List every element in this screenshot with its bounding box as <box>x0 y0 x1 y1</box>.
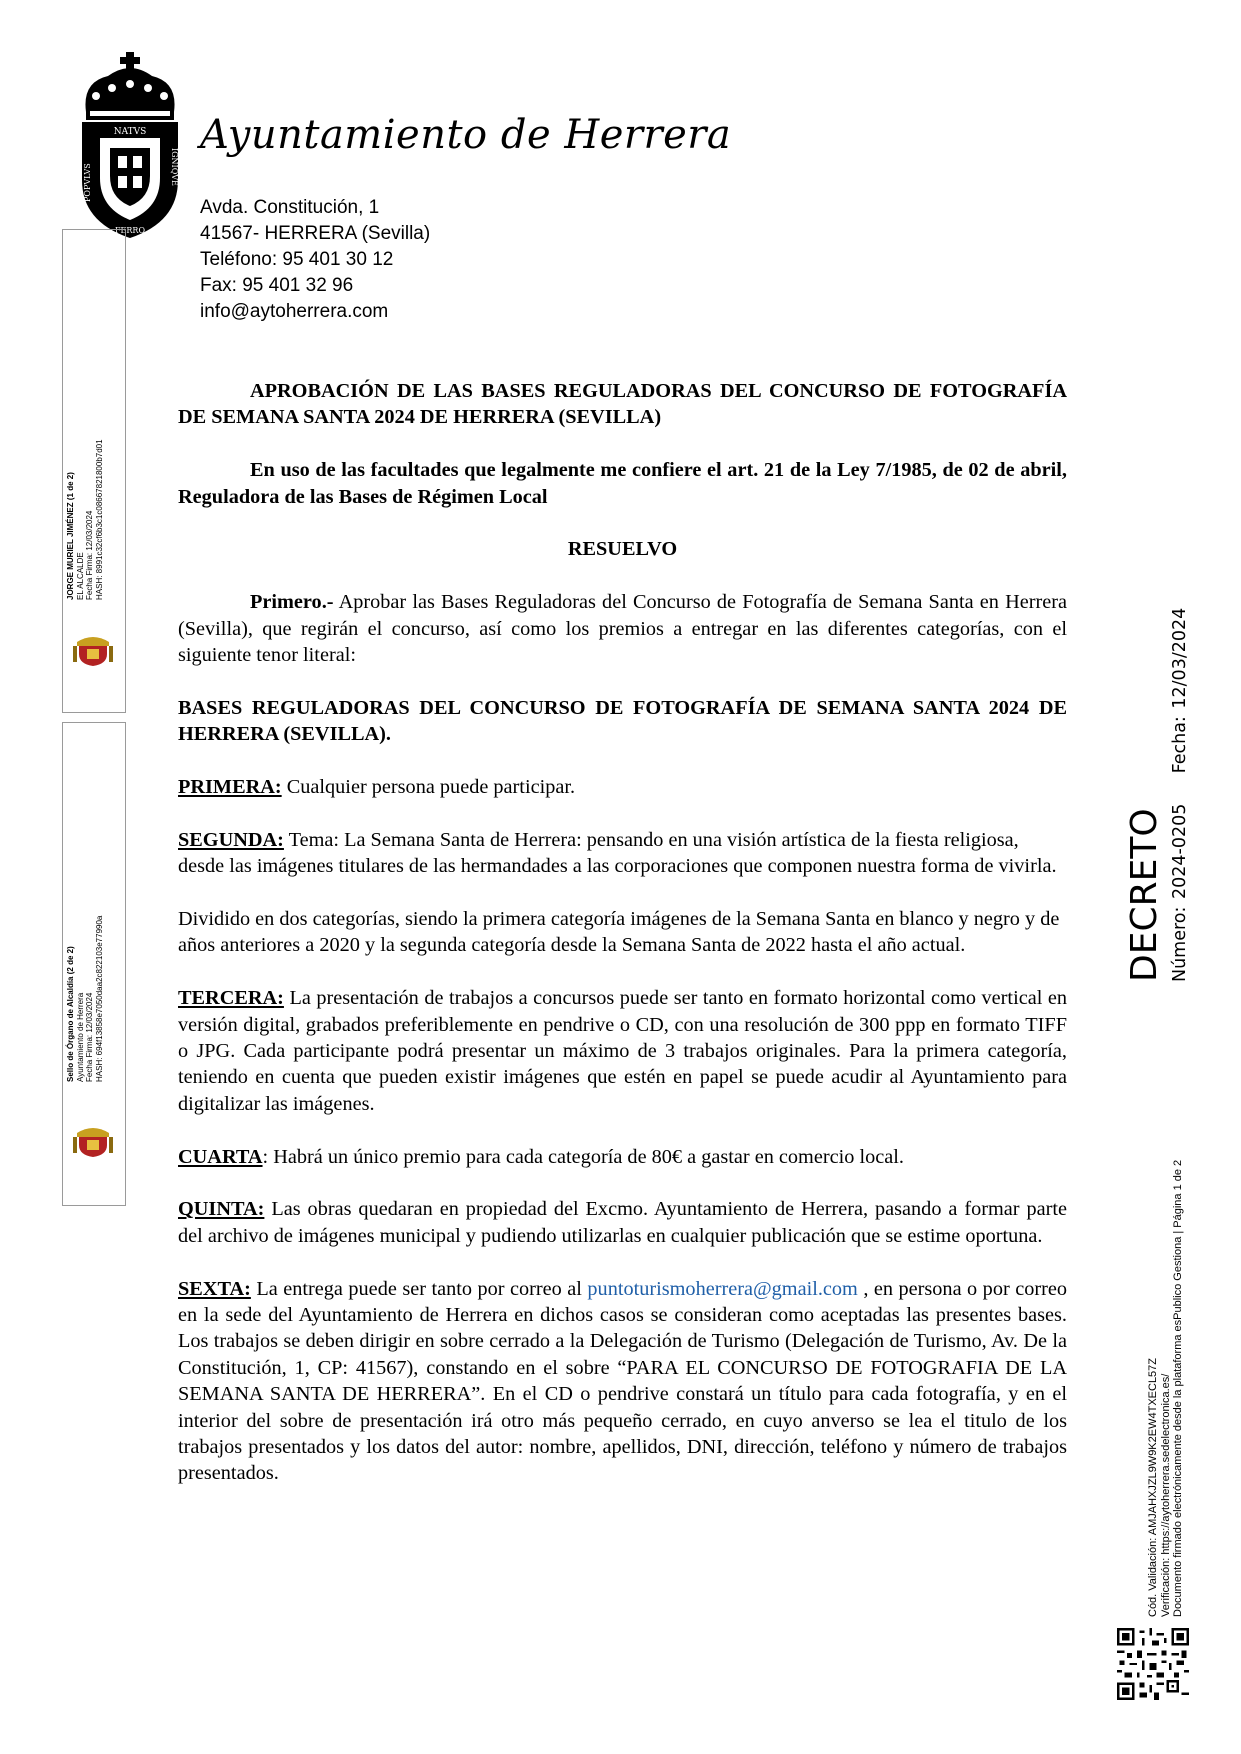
mayor-signature-text <box>66 439 104 600</box>
decree-number: Número: 2024-0205 <box>1170 803 1190 982</box>
address-phone: Teléfono: 95 401 30 12 <box>200 249 394 270</box>
first-resolution <box>178 589 1067 668</box>
clause-segunda-categories: Dividido en dos categorías, siendo la primera categoría imágenes de la Semana Santa en blanco y negro y de años anteriores a 2020 y la segunda categoría desde la Semana Santa de 2022 hasta el año actual. <box>178 908 1060 957</box>
clause-cuarta-label: CUARTA <box>178 1145 263 1168</box>
clause-sexta-text-start: La entrega puede ser tanto por correo al <box>250 1277 588 1300</box>
clause-segunda-label: SEGUNDA: <box>178 828 284 851</box>
clause-quinta-label: QUINTA: <box>178 1198 265 1221</box>
first-resolution-label: Primero.- <box>250 591 334 614</box>
seal-date: Fecha Firma: 12/03/2024 <box>85 992 94 1082</box>
clause-tercera <box>178 985 1067 1117</box>
seal-entity: Ayuntamiento de Herrera <box>75 992 85 1082</box>
clause-primera <box>178 774 1067 800</box>
clause-tercera-text: La presentación de trabajos a concursos puede ser tanto en formato horizontal como vertical en versión digital, grabados preferiblemente en pendrive o CD, con una resolución de 300 ppp en formato TIFF o JPG. Cada participante podrá presentar un máximo de 3 trabajos originales. Para la primera categoría, teniendo en cuenta que pueden existir imágenes que estén en papel se puede acudir al Ayuntamiento para digitalizar las imágenes. <box>178 987 1067 1115</box>
address-fax: Fax: 95 401 32 96 <box>200 275 354 296</box>
mayor-crest-icon <box>71 632 115 666</box>
clause-segunda <box>178 827 1067 880</box>
clause-sexta <box>178 1276 1067 1487</box>
first-resolution-text: Aprobar las Bases Reguladoras del Concurso de Fotografía de Semana Santa en Herrera (Sevilla), que regirán el concurso, así como los premios a entregar en las diferentes categorías, con el siguiente tenor literal: <box>178 591 1067 667</box>
crest-motto-bottom: FERRO <box>115 226 145 235</box>
signed-platform-info: Documento firmado electrónicamente desde la plataforma esPublico Gestiona | Página 1 de 2 <box>1172 1159 1184 1617</box>
clause-cuarta <box>178 1144 1067 1170</box>
signature-date: Fecha Firma: 12/03/2024 <box>85 510 94 600</box>
address-city: 41567- HERRERA (Sevilla) <box>200 223 431 244</box>
address-block <box>200 195 430 325</box>
crest-motto-top: NATVS <box>113 127 147 137</box>
document-heading: APROBACIÓN DE LAS BASES REGULADORAS DEL CONCURSO DE FOTOGRAFÍA DE SEMANA SANTA 2024 DE HERRERA (SEVILLA) <box>178 380 1067 429</box>
clause-quinta <box>178 1196 1067 1249</box>
clause-primera-text: Cualquier persona puede participar. <box>281 776 576 799</box>
bases-title: BASES REGULADORAS DEL CONCURSO DE FOTOGRAFÍA DE SEMANA SANTA 2024 DE HERRERA (SEVILLA). <box>178 696 1067 746</box>
clause-sexta-label: SEXTA: <box>178 1277 251 1300</box>
contest-email-link[interactable]: puntoturismoherrera@gmail.com <box>587 1277 858 1300</box>
municipal-crest-logo <box>78 50 182 240</box>
decree-type: DECRETO <box>1124 808 1165 982</box>
crest-motto-left: POPVLVS <box>83 163 92 202</box>
decree-body <box>178 378 1067 1487</box>
clause-cuarta-text: : Habrá un único premio para cada categoría de 80€ a gastar en comercio local. <box>262 1145 904 1168</box>
address-street: Avda. Constitución, 1 <box>200 197 380 218</box>
clause-primera-label: PRIMERA: <box>178 776 282 799</box>
office-seal-text <box>66 916 104 1082</box>
qr-code-icon[interactable] <box>1117 1628 1189 1700</box>
clause-quinta-text: Las obras quedaran en propiedad del Excmo. Ayuntamiento de Herrera, pasando a formar parte del archivo de imágenes municipal y pudiendo utilizarlas en cualquier publicación que se estime oportuna. <box>178 1198 1067 1247</box>
resolve-heading: RESUELVO <box>567 538 678 561</box>
crest-motto-right: IGNIQVE <box>170 148 179 186</box>
decree-number-date <box>1170 608 1190 982</box>
signer-role: EL ALCALDE <box>75 552 85 600</box>
signer-name: JORGE MURIEL JIMÉNEZ (1 de 2) <box>66 472 75 600</box>
validation-code: Cód. Validación: AMJAHXJZL9W9K2EW4TXECL57Z <box>1147 1357 1159 1617</box>
clause-tercera-label: TERCERA: <box>178 987 284 1010</box>
seal-name: Sello de Órgano de Alcaldía (2 de 2) <box>66 946 75 1082</box>
verification-url[interactable]: Verificación: https://aytoherrera.sedelectronica.es/ <box>1159 1373 1172 1617</box>
legal-preamble: En uso de las facultades que legalmente me confiere el art. 21 de la Ley 7/1985, de 02 de abril, Reguladora de las Bases de Régimen Local <box>178 459 1067 508</box>
signature-hash: HASH: 8991c32cf6b3c1c08667821800b7d01 <box>94 439 104 600</box>
seal-hash: HASH: 694f13858e7050daa2c822103e77990a <box>94 915 104 1082</box>
decree-date: Fecha: 12/03/2024 <box>1170 607 1190 774</box>
clause-segunda-text: Tema: La Semana Santa de Herrera: pensando en una visión artística de la fiesta religiosa, desde las imágenes titulares de las hermandades a las corporaciones que componen nuestra forma de vivirla. <box>178 828 1057 878</box>
validation-block <box>1147 1160 1185 1617</box>
clause-sexta-text-end: , en persona o por correo en la sede del Ayuntamiento de Herrera en dichos casos se consideran como aceptadas las presentes bases. Los trabajos se deben dirigir en sobre cerrado a la Delegación de Turismo (Delegación de Turismo, Av. De la Constitución, 1, CP: 41567), constando en el sobre “PARA EL CONCURSO DE FOTOGRAFIA DE LA SEMANA SANTA DE HERRERA”. En el CD o pendrive constará un título para cada fotografía, y en el interior del sobre de presentación irá otro más pequeño cerrado, en cuyo anverso se lea el titulo de los trabajos presentados y los datos del autor: nombre, apellidos, DNI, dirección, teléfono y número de trabajos presentados. <box>178 1277 1067 1485</box>
town-hall-title: Ayuntamiento de Herrera <box>200 112 732 158</box>
seal-crest-icon <box>71 1123 115 1157</box>
address-email: info@aytoherrera.com <box>200 301 389 322</box>
